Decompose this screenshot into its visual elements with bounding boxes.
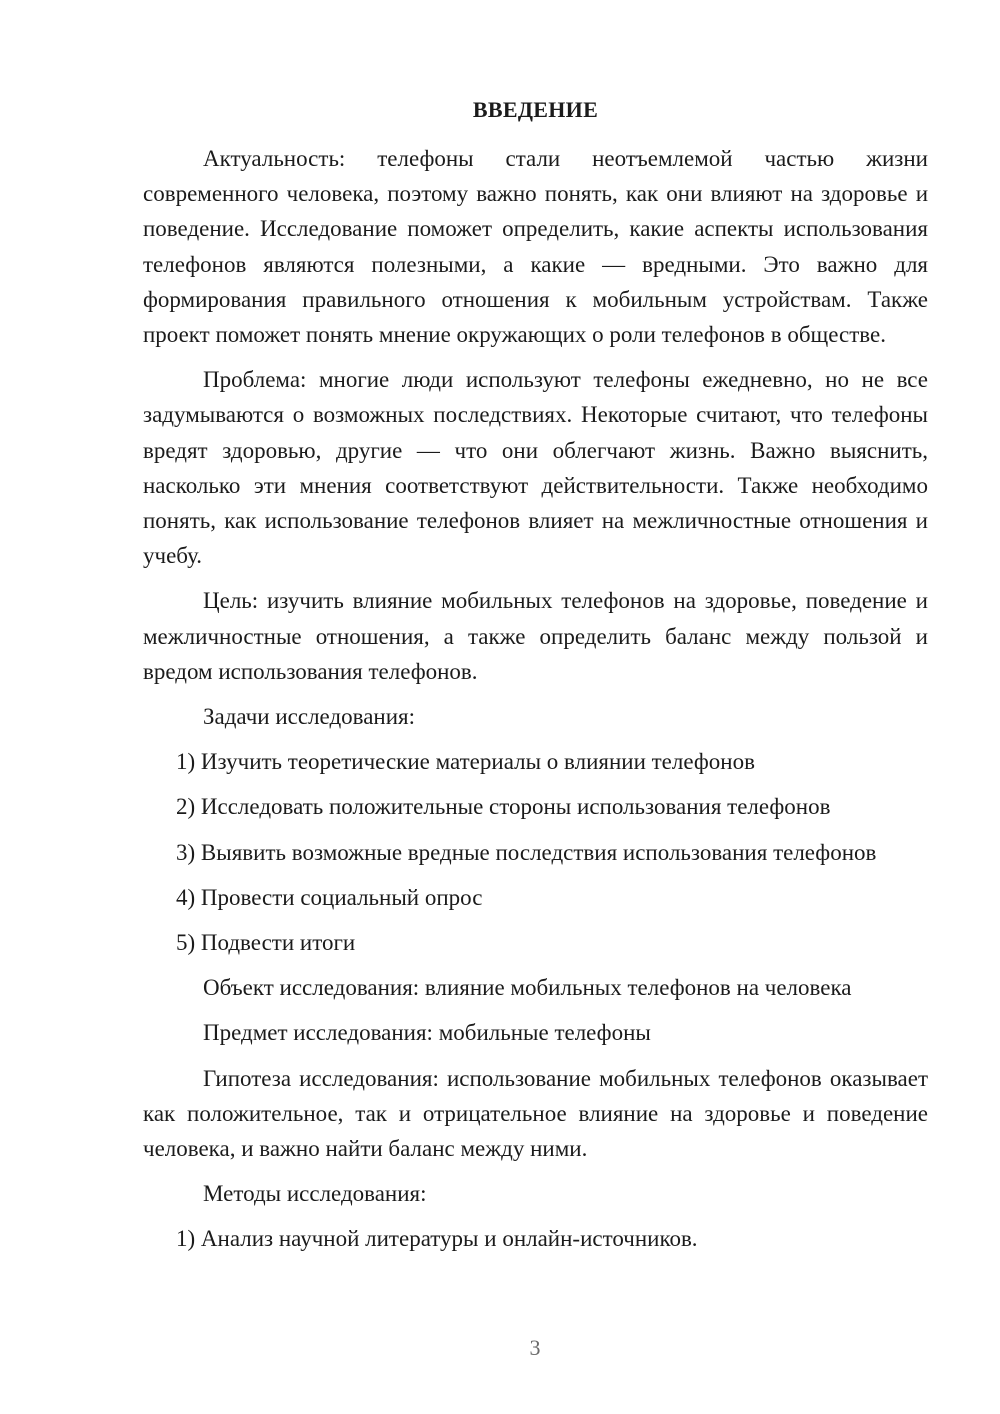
task-item: 1) Изучить теоретические материалы о влиянии телефонов bbox=[176, 749, 755, 775]
relevance-paragraph: Актуальность: телефоны стали неотъемлемой частью жизни современного человека, поэтому важно понять, как они влияют на здоровье и поведение. Исследование поможет определить, какие аспекты использования телефонов являются полезными, а какие — вредными. Это важно для формирования правильного отношения к мобильным устройствам. Также проект поможет понять мнение окружающих о роли телефонов в обществе. bbox=[143, 146, 928, 348]
goal-paragraph: Цель: изучить влияние мобильных телефонов на здоровье, поведение и межличностные отношения, а также определить баланс между пользой и вредом использования телефонов. bbox=[143, 588, 928, 684]
tasks-heading: Задачи исследования: bbox=[203, 704, 416, 730]
methods-heading: Методы исследования: bbox=[203, 1181, 427, 1207]
method-item: 1) Анализ научной литературы и онлайн-источников. bbox=[176, 1226, 698, 1252]
task-item: 5) Подвести итоги bbox=[176, 930, 356, 956]
task-item: 3) Выявить возможные вредные последствия использования телефонов bbox=[176, 839, 877, 865]
page-number: 3 bbox=[529, 1335, 541, 1360]
task-item: 4) Провести социальный опрос bbox=[176, 884, 483, 910]
hypothesis-paragraph: Гипотеза исследования: использование мобильных телефонов оказывает как положительное, так и отрицательное влияние на здоровье и поведение человека, и важно найти баланс между ними. bbox=[143, 1065, 928, 1162]
page-content bbox=[143, 95, 928, 1267]
problem-paragraph: Проблема: многие люди используют телефоны ежедневно, но не все задумываются о возможных последствиях. Некоторые считают, что телефоны вредят здоровью, другие — что они облегчают жизнь. Важно выяснить, насколько эти мнения соответствуют действительности. Также необходимо понять, как использование телефонов влияет на межличностные отношения и учебу. bbox=[143, 367, 928, 569]
section-title: ВВЕДЕНИЕ bbox=[472, 97, 599, 122]
research-subject: Предмет исследования: мобильные телефоны bbox=[203, 1020, 651, 1046]
research-object: Объект исследования: влияние мобильных телефонов на человека bbox=[203, 975, 852, 1001]
task-item: 2) Исследовать положительные стороны использования телефонов bbox=[176, 794, 831, 820]
